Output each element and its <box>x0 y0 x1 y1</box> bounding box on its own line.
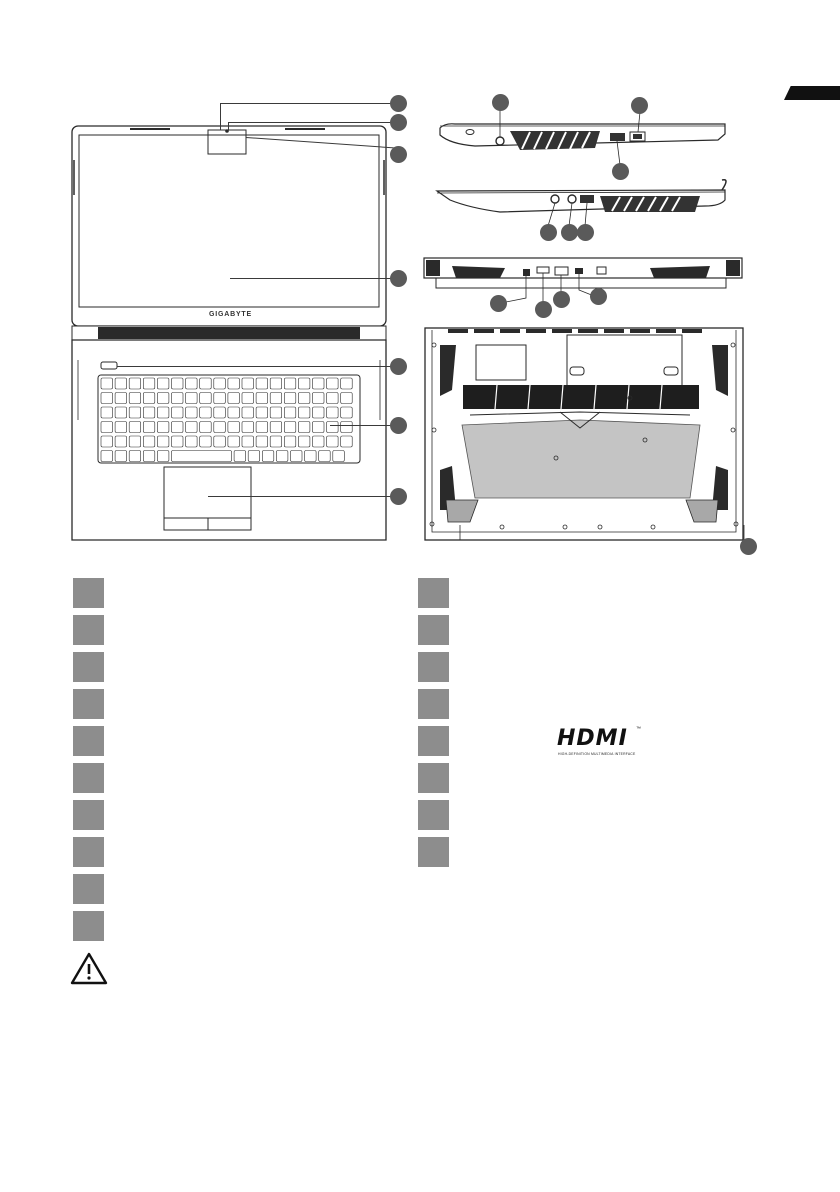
legend-number-box <box>73 837 104 867</box>
warning-triangle-icon <box>69 951 109 987</box>
legend-number-box <box>73 874 104 904</box>
legend-number-box <box>73 726 104 756</box>
legend-number-box <box>418 689 449 719</box>
legend-number-box <box>73 615 104 645</box>
legend-number-box <box>73 689 104 719</box>
legend-number-box <box>418 837 449 867</box>
legend-number-box <box>418 578 449 608</box>
legend-number-box <box>418 763 449 793</box>
legend-number-box <box>418 615 449 645</box>
legend-number-box <box>73 763 104 793</box>
legend-number-box <box>73 800 104 830</box>
legend-number-box <box>418 652 449 682</box>
legend-number-box <box>73 578 104 608</box>
callout-marker <box>740 538 757 555</box>
legend-number-box <box>73 652 104 682</box>
screen-brand-logo: GIGABYTE <box>209 311 252 318</box>
legend-number-box <box>73 911 104 941</box>
hdmi-tagline: HIGH-DEFINITION MULTIMEDIA INTERFACE <box>558 752 636 756</box>
legend-number-box <box>418 800 449 830</box>
hdmi-trademark: ™ <box>636 726 641 732</box>
legend-number-box <box>418 726 449 756</box>
hdmi-logo: HDMI <box>557 726 628 751</box>
